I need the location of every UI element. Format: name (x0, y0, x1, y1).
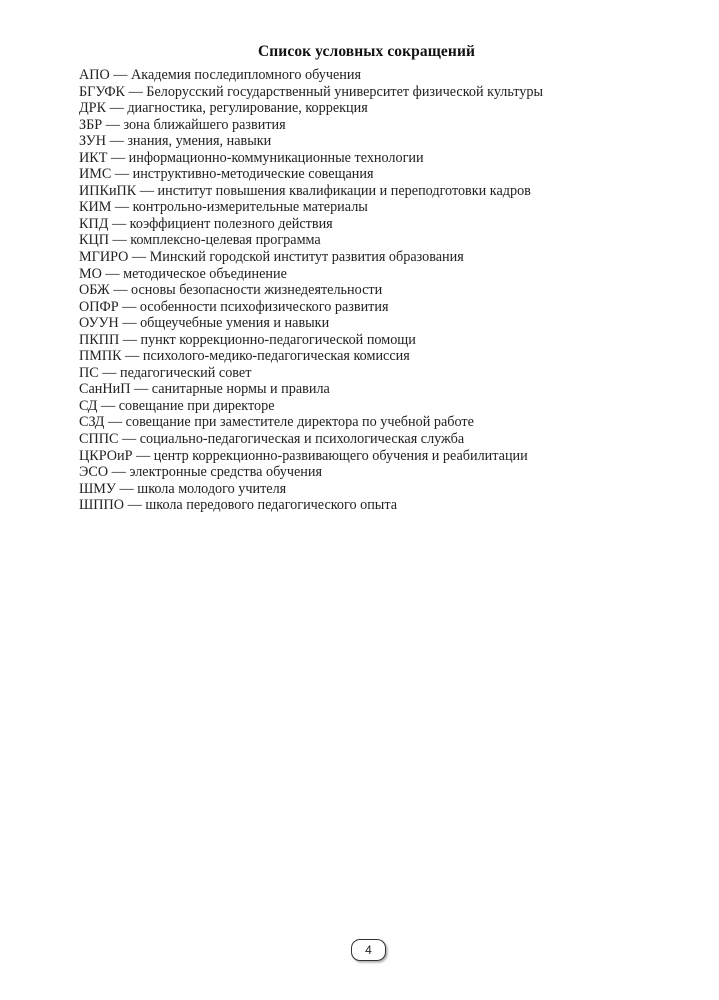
abbreviation-term: СППС (79, 431, 119, 448)
em-dash: — (114, 166, 130, 183)
abbreviation-term: ИКТ (79, 149, 108, 166)
abbreviation-item (79, 117, 543, 134)
abbreviation-term: ШППО (79, 497, 125, 514)
em-dash: — (121, 431, 137, 448)
page-title: Список условных сокращений (257, 43, 476, 60)
abbreviation-term: ПМПК (79, 348, 122, 365)
abbreviation-item (79, 448, 543, 465)
em-dash: — (113, 67, 128, 83)
abbreviation-term: ЦКРОиР (79, 447, 133, 464)
em-dash: — (110, 149, 126, 166)
em-dash: — (122, 298, 137, 315)
abbreviation-item (79, 133, 543, 150)
abbreviation-term: МГИРО (79, 249, 129, 266)
abbreviation-definition: социально-педагогическая и психологическая служба (139, 431, 465, 448)
abbreviation-term: КИМ (79, 199, 112, 216)
abbreviation-item (79, 299, 543, 316)
abbreviation-item (79, 497, 543, 514)
abbreviation-term: СЗД (79, 414, 105, 431)
em-dash: — (127, 497, 142, 514)
abbreviation-term: СД (79, 397, 98, 414)
abbreviation-term: АПО (79, 67, 110, 83)
abbreviation-item (79, 348, 543, 365)
em-dash: — (100, 397, 116, 414)
abbreviation-item (79, 183, 543, 200)
abbreviation-definition: центр коррекционно-развивающего обучения и реабилитации (153, 447, 528, 464)
abbreviation-term: ОУУН (79, 315, 119, 332)
abbreviation-term: ОБЖ (79, 282, 110, 299)
em-dash: — (128, 83, 143, 100)
abbreviation-definition: информационно-коммуникационные технологии (128, 149, 424, 166)
em-dash: — (111, 215, 127, 232)
em-dash: — (131, 249, 147, 266)
abbreviation-definition: комплексно-целевая программа (130, 232, 321, 249)
abbreviation-term: КЦП (79, 232, 109, 249)
abbreviation-item (79, 232, 543, 249)
abbreviation-term: КПД (79, 215, 109, 232)
abbreviation-term: ЗБР (79, 116, 103, 133)
abbreviation-definition: электронные средства обучения (129, 464, 322, 481)
abbreviation-item (79, 249, 543, 266)
abbreviation-item (79, 67, 543, 84)
abbreviation-term: ДРК (79, 100, 107, 117)
abbreviation-definition: санитарные нормы и правила (151, 381, 330, 398)
abbreviation-term: МО (79, 265, 102, 282)
abbreviation-definition: школа молодого учителя (137, 480, 287, 497)
abbreviation-definition: диагностика, регулирование, коррекция (127, 100, 368, 117)
em-dash: — (139, 182, 154, 199)
em-dash: — (111, 464, 126, 481)
em-dash: — (114, 199, 130, 216)
abbreviation-item (79, 381, 543, 398)
abbreviation-item (79, 166, 543, 183)
abbreviation-item (79, 464, 543, 481)
abbreviation-term: ИМС (79, 166, 112, 183)
em-dash: — (105, 116, 120, 133)
abbreviation-item (79, 266, 543, 283)
em-dash: — (119, 480, 134, 497)
abbreviation-definition: пункт коррекционно-педагогической помощи (140, 331, 416, 348)
em-dash: — (122, 315, 137, 332)
abbreviation-definition: особенности психофизического развития (139, 298, 389, 315)
abbreviation-definition: институт повышения квалификации и переподготовки кадров (157, 182, 531, 199)
abbreviation-item (79, 216, 543, 233)
abbreviation-term: ШМУ (79, 480, 116, 497)
abbreviation-definition: методическое объединение (123, 265, 287, 282)
abbreviation-definition: школа передового педагогического опыта (145, 497, 398, 514)
abbreviation-definition: общеучебные умения и навыки (140, 315, 330, 332)
em-dash: — (105, 265, 120, 282)
abbreviation-definition: совещание при директоре (118, 397, 275, 414)
abbreviation-list (79, 67, 543, 514)
abbreviation-definition: психолого-медико-педагогическая комиссия (142, 348, 410, 365)
abbreviation-item (79, 398, 543, 415)
abbreviation-term: ЗУН (79, 133, 107, 150)
abbreviation-item (79, 84, 543, 101)
abbreviation-definition: знания, умения, навыки (127, 133, 272, 150)
em-dash: — (112, 232, 127, 249)
abbreviation-definition: совещание при заместителе директора по учебной работе (125, 414, 474, 431)
abbreviation-item (79, 414, 543, 431)
abbreviation-term: СанНиП (79, 381, 131, 398)
abbreviation-item (79, 365, 543, 382)
abbreviation-term: БГУФК (79, 83, 126, 100)
em-dash: — (125, 348, 140, 365)
abbreviation-definition: контрольно-измерительные материалы (132, 199, 368, 216)
abbreviation-item (79, 282, 543, 299)
abbreviation-definition: основы безопасности жизнедеятельности (131, 282, 383, 299)
abbreviation-definition: педагогический совет (120, 364, 252, 381)
abbreviation-term: ЭСО (79, 464, 109, 481)
abbreviation-definition: Академия последипломного обучения (131, 67, 362, 83)
em-dash: — (109, 100, 124, 117)
abbreviation-term: ПС (79, 364, 99, 381)
em-dash: — (102, 364, 117, 381)
abbreviation-item (79, 481, 543, 498)
abbreviation-term: ПКПП (79, 331, 120, 348)
abbreviation-term: ИПКиПК (79, 182, 137, 199)
abbreviation-item (79, 332, 543, 349)
em-dash: — (113, 282, 128, 299)
abbreviation-definition: Белорусский государственный университет физической культуры (146, 83, 544, 100)
abbreviation-definition: инструктивно-методические совещания (132, 166, 374, 183)
abbreviation-term: ОПФР (79, 298, 119, 315)
abbreviation-item (79, 431, 543, 448)
abbreviation-definition: Минский городской институт развития образования (149, 249, 464, 266)
abbreviation-definition: зона ближайшего развития (123, 116, 286, 133)
abbreviation-item (79, 100, 543, 117)
page-number-badge: 4 (351, 939, 386, 961)
em-dash: — (133, 381, 149, 398)
em-dash: — (122, 331, 137, 348)
abbreviation-item (79, 199, 543, 216)
abbreviation-item (79, 315, 543, 332)
em-dash: — (109, 133, 124, 150)
abbreviation-item (79, 150, 543, 167)
abbreviation-definition: коэффициент полезного действия (129, 215, 333, 232)
em-dash: — (136, 447, 151, 464)
em-dash: — (107, 414, 123, 431)
